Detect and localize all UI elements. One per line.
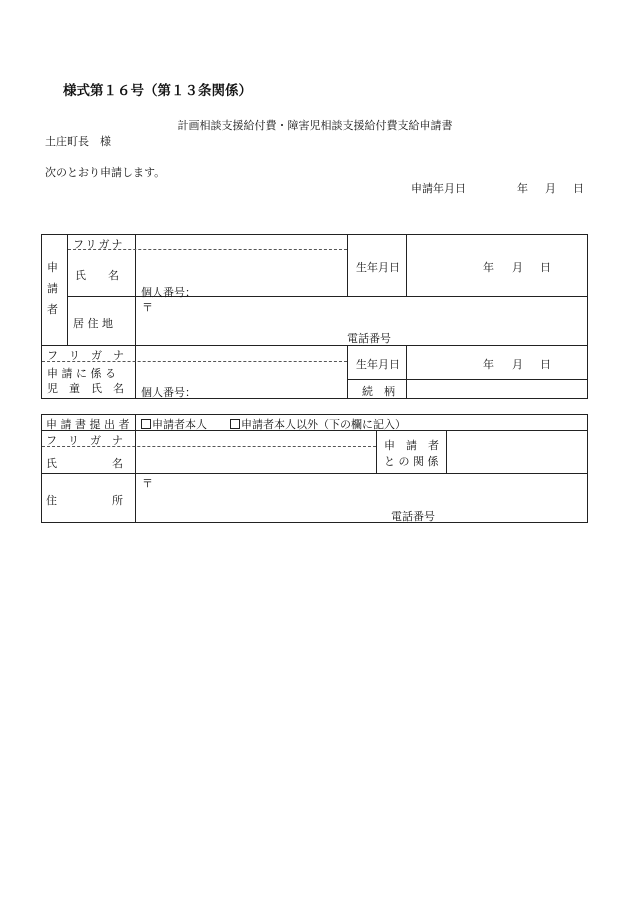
child-furigana-label: フ リ ガ ナ	[47, 349, 124, 362]
submitter-option-other[interactable]: 申請者本人以外（下の欄に記入）	[230, 416, 406, 432]
submitter-furigana-label: フ リ ガ ナ	[46, 434, 123, 447]
applicant-section-char-2: 請	[47, 282, 58, 295]
application-day-unit: 日	[573, 182, 584, 195]
submitter-relation-label-line1: 申 請 者	[384, 439, 439, 452]
submitter-label: 申 請 書 提 出 者	[46, 418, 130, 431]
applicant-personal-number-label: 個人番号：	[141, 286, 196, 299]
submitter-phone-label: 電話番号	[391, 510, 435, 523]
applicant-postal-mark: 〒	[142, 301, 153, 314]
child-birth-day-unit: 日	[540, 358, 551, 371]
applicant-birth-day-unit: 日	[540, 261, 551, 274]
document-title: 計画相談支援給付費・障害児相談支援給付費支給申請書	[177, 119, 453, 132]
applicant-birthdate-label: 生年月日	[356, 261, 400, 274]
child-birth-year-unit: 年	[483, 358, 494, 371]
submitter-name-label: 氏 名	[46, 457, 123, 470]
submitter-address-label: 住 所	[46, 494, 123, 507]
child-name-label-line1: 申 請 に 係 る	[47, 367, 116, 380]
applicant-birth-year-unit: 年	[483, 261, 494, 274]
applicant-name-label: 氏 名	[75, 269, 119, 282]
submitter-postal-mark: 〒	[142, 477, 153, 490]
submitter-option-self[interactable]: 申請者本人	[141, 416, 207, 432]
application-date-label: 申請年月日	[411, 182, 466, 195]
other-checkbox[interactable]	[230, 419, 240, 429]
application-month-unit: 月	[545, 182, 556, 195]
application-year-unit: 年	[517, 182, 528, 195]
applicant-phone-label: 電話番号	[347, 332, 391, 345]
child-birth-month-unit: 月	[512, 358, 523, 371]
self-checkbox[interactable]	[141, 419, 151, 429]
form-number: 様式第１６号（第１３条関係）	[63, 83, 252, 99]
child-name-label-line2: 児 童 氏 名	[47, 382, 124, 395]
applicant-birth-month-unit: 月	[512, 261, 523, 274]
child-personal-number-label: 個人番号：	[141, 386, 196, 399]
addressee: 土庄町長 様	[45, 135, 111, 148]
intro-text: 次のとおり申請します。	[45, 166, 166, 179]
child-birthdate-label: 生年月日	[356, 358, 400, 371]
applicant-section-char-1: 申	[47, 261, 58, 274]
child-relationship-label: 続 柄	[362, 385, 395, 398]
applicant-furigana-label: フリガナ	[73, 238, 125, 251]
submitter-relation-label-line2: と の 関 係	[384, 455, 439, 468]
applicant-address-label: 居 住 地	[73, 317, 113, 330]
applicant-section-char-3: 者	[47, 303, 58, 316]
